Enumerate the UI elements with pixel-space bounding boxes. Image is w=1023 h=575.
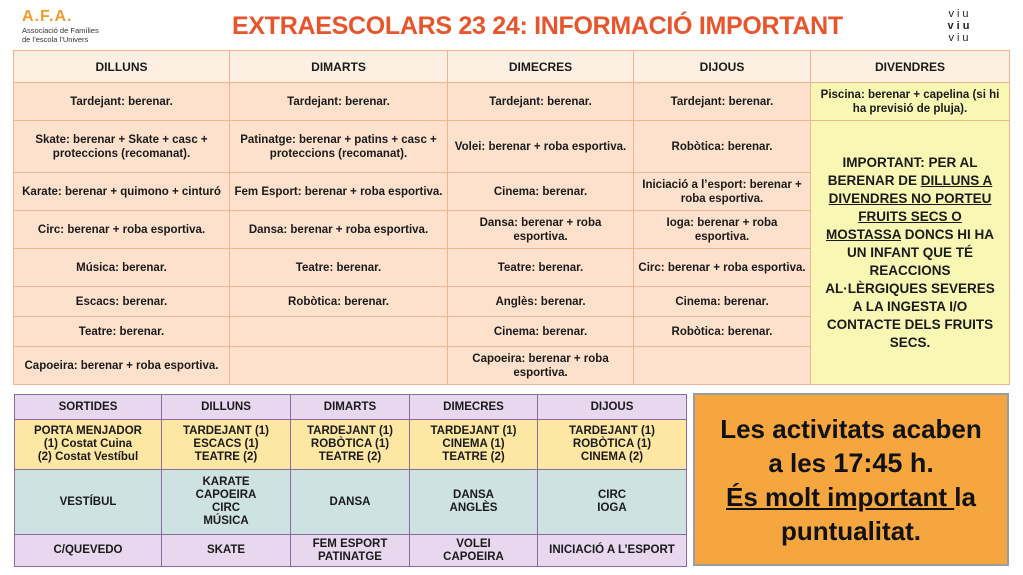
exit-row-quevedo (15, 535, 687, 567)
header-divendres: DIVENDRES (811, 51, 1010, 83)
header-dilluns: DILLUNS (14, 51, 230, 83)
table-cell: Tardejant: berenar. (14, 83, 230, 121)
cell-line: CINEMA (2) (580, 451, 644, 463)
table-cell: Tardejant: berenar. (634, 83, 811, 121)
table-cell: Skate: berenar + Skate + casc + proteccions (recomanat). (14, 121, 230, 173)
table-cell: Cinema: berenar. (634, 287, 811, 317)
table-cell: Volei: berenar + roba esportiva. (448, 121, 634, 173)
cell-line: MÚSICA (203, 515, 249, 527)
table-row (14, 121, 1010, 173)
exit-row-vestibul (15, 470, 687, 535)
table-cell (162, 470, 291, 535)
logo-abbreviation: A.F.A. (22, 8, 73, 25)
header-dimecres: DIMECRES (410, 395, 538, 420)
cell-line: CAPOEIRA (195, 489, 257, 501)
schedule-notice (693, 393, 1009, 566)
table-cell: Tardejant: berenar. (230, 83, 448, 121)
cell-line: ESCACS (1) (193, 438, 259, 450)
notice-line-1: Les activitats acaben (720, 413, 982, 444)
notice-text (720, 412, 982, 548)
cell-line: TEATRE (2) (194, 451, 258, 463)
table-cell: Piscina: berenar + capelina (si hi ha previsió de pluja). (811, 83, 1010, 121)
table-cell: Dansa: berenar + roba esportiva. (448, 211, 634, 249)
viu-logo (940, 8, 980, 44)
afa-logo (22, 8, 182, 44)
table-cell (538, 535, 687, 567)
cell-line: ROBÒTICA (1) (310, 438, 390, 450)
table-cell: Dansa: berenar + roba esportiva. (230, 211, 448, 249)
table-cell (230, 317, 448, 347)
logo-line-1: Associació de Famílies (22, 26, 99, 35)
table-cell (230, 347, 448, 385)
cell-line: (1) Costat Cuina (43, 438, 133, 450)
cell-line: CINEMA (1) (442, 438, 505, 450)
allergy-warning (811, 121, 1010, 385)
table-cell (291, 470, 410, 535)
cell-line: DANSA (329, 495, 371, 508)
page-title: EXTRAESCOLARS 23 24: INFORMACIÓ IMPORTANT (232, 12, 843, 40)
table-cell: Teatre: berenar. (448, 249, 634, 287)
cell-line: DANSA (453, 489, 494, 501)
cell-line: PORTA MENJADOR (34, 425, 142, 437)
cell-line: VOLEI (456, 537, 491, 550)
table-cell: Tardejant: berenar. (448, 83, 634, 121)
cell-line: KARATE (202, 476, 250, 488)
exits-header-row (15, 395, 687, 420)
cell-line: CAPOEIRA (443, 550, 504, 563)
header-dimarts: DIMARTS (230, 51, 448, 83)
table-cell: Teatre: berenar. (230, 249, 448, 287)
table-cell: Karate: berenar + quimono + cinturó (14, 173, 230, 211)
table-cell: Música: berenar. (14, 249, 230, 287)
table-cell: Anglès: berenar. (448, 287, 634, 317)
warning-text-end: DONCS HI HA UN INFANT QUE TÉ REACCIONS AL·LÈRGIQUES SEVERES A LA INGESTA I/O CONTACTE DELS FRUITS SECS. (825, 226, 995, 350)
notice-line-2-suffix: . (926, 447, 934, 478)
header-dilluns: DILLUNS (162, 395, 291, 420)
table-cell: Patinatge: berenar + patins + casc + proteccions (recomanat). (230, 121, 448, 173)
table-row (14, 83, 1010, 121)
notice-line-2-prefix: a les (768, 447, 834, 478)
table-cell (538, 420, 687, 470)
cell-line: C/QUEVEDO (53, 544, 123, 556)
header-dimecres: DIMECRES (448, 51, 634, 83)
cell-line: TEATRE (2) (318, 451, 382, 463)
table-cell: Cinema: berenar. (448, 173, 634, 211)
viu-text-1: viu (948, 8, 972, 20)
table-cell: Cinema: berenar. (448, 317, 634, 347)
cell-line: (2) Costat Vestíbul (37, 451, 139, 463)
viu-text-3: viu (948, 32, 972, 44)
cell-line: PATINATGE (318, 550, 382, 563)
table-cell: Teatre: berenar. (14, 317, 230, 347)
weekly-materials-table (13, 50, 1010, 385)
table-cell (410, 535, 538, 567)
exit-row-porta-menjador (15, 420, 687, 470)
header-sortides: SORTIDES (15, 395, 162, 420)
table-cell (15, 420, 162, 470)
viu-text-2: viu (947, 20, 973, 32)
table-cell (634, 347, 811, 385)
cell-line: IOGA (597, 502, 627, 514)
cell-line: FEM ESPORT (312, 537, 388, 550)
table-cell: Fem Esport: berenar + roba esportiva. (230, 173, 448, 211)
cell-line: TARDEJANT (1) (430, 425, 517, 437)
table-cell (162, 420, 291, 470)
header-dijous: DIJOUS (538, 395, 687, 420)
table-cell: Circ: berenar + roba esportiva. (14, 211, 230, 249)
cell-line: TARDEJANT (1) (568, 425, 656, 437)
table-cell (291, 420, 410, 470)
cell-line: TARDEJANT (1) (182, 425, 270, 437)
table-cell: Escacs: berenar. (14, 287, 230, 317)
notice-end-time: 17:45 h (833, 447, 927, 478)
logo-line-2: de l’escola l’Univers (22, 35, 89, 44)
cell-line: VESTÍBUL (59, 495, 117, 508)
cell-line: TARDEJANT (1) (306, 425, 394, 437)
table-cell (410, 470, 538, 535)
exits-table (14, 394, 687, 567)
table-cell (15, 535, 162, 567)
cell-line: TEATRE (2) (442, 451, 505, 463)
cell-line: CIRC (211, 502, 241, 514)
cell-line: ANGLÈS (449, 502, 498, 514)
table-cell: Robòtica: berenar. (230, 287, 448, 317)
cell-line: INICIACIÓ A L’ESPORT (549, 544, 675, 556)
notice-line-4: puntualitat. (780, 515, 922, 546)
table-cell (538, 470, 687, 535)
table-cell: Robòtica: berenar. (634, 317, 811, 347)
warning-text-underlined: DILLUNS A DIVENDRES NO PORTEU FRUITS SECS O MOSTASSA (825, 172, 993, 242)
header-dijous: DIJOUS (634, 51, 811, 83)
table-cell (15, 470, 162, 535)
warning-text-start: IMPORTANT: PER AL BERENAR DE (827, 154, 978, 188)
cell-line: CIRC (597, 489, 627, 501)
table-header-row (14, 51, 1010, 83)
header-dimarts: DIMARTS (291, 395, 410, 420)
table-cell: Iniciació a l’esport: berenar + roba esportiva. (634, 173, 811, 211)
table-cell: Circ: berenar + roba esportiva. (634, 249, 811, 287)
table-cell (410, 420, 538, 470)
table-cell: Robòtica: berenar. (634, 121, 811, 173)
table-cell: Ioga: berenar + roba esportiva. (634, 211, 811, 249)
table-cell: Capoeira: berenar + roba esportiva. (448, 347, 634, 385)
table-cell (291, 535, 410, 567)
table-cell (162, 535, 291, 567)
notice-line-3-rest: la (954, 481, 976, 512)
cell-line: ROBÒTICA (1) (572, 438, 652, 450)
table-cell: Capoeira: berenar + roba esportiva. (14, 347, 230, 385)
notice-line-3-underlined: És molt important (726, 481, 955, 512)
cell-line: SKATE (206, 544, 246, 556)
